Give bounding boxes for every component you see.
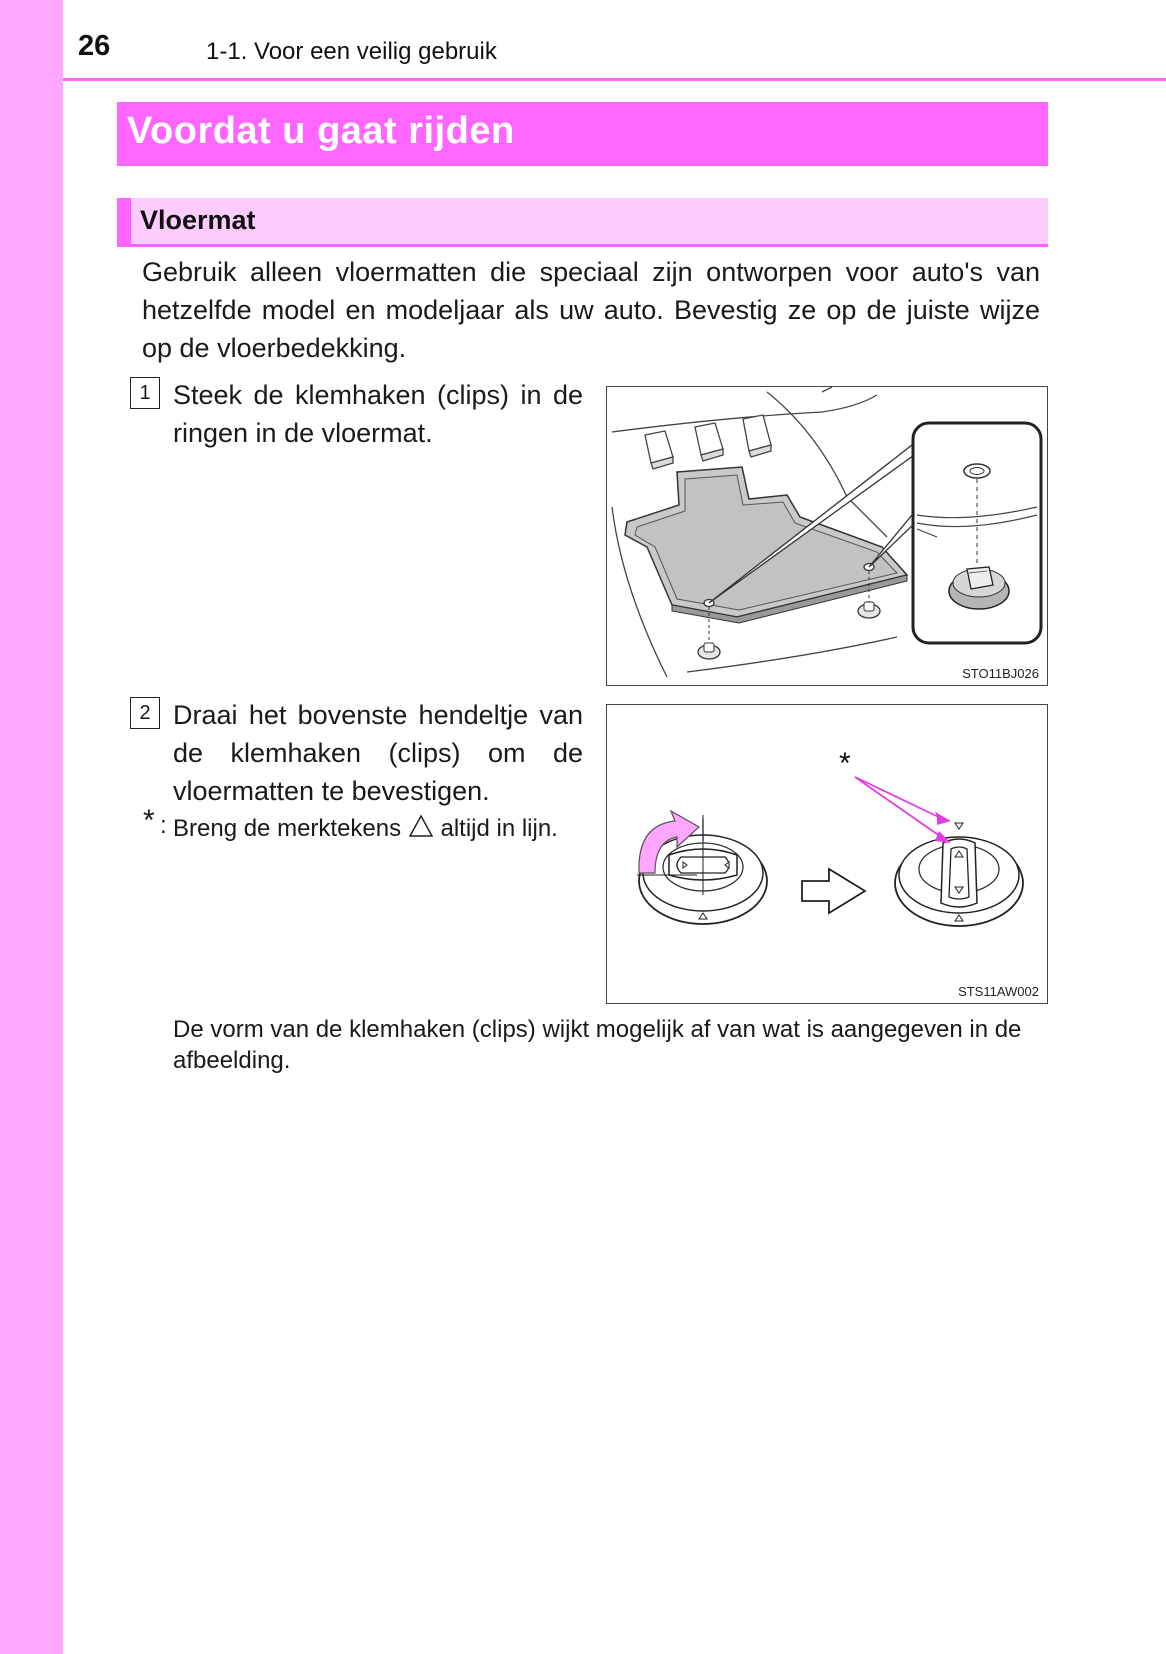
figure-2-code: STS11AW002 [958,984,1039,999]
clip-rotation-figure [606,704,1048,1004]
figure-2-star: * [839,747,851,780]
subsection-banner [117,198,1048,247]
side-bar [0,0,63,1654]
figure-1-code: STO11BJ026 [962,666,1039,681]
intro-paragraph: Gebruik alleen vloermatten die speciaal zijn ontworpen voor auto's van hetzelfde model en modeljaar als uw auto. Bevestig ze op de juiste wijze op de vloerbedekking. [142,257,1040,363]
chapter-title: Voordat u gaat rijden [127,110,515,152]
note-text-after: altijd in lijn. [433,815,558,842]
header-rule [63,78,1166,81]
note-text-before: Breng de merktekens [173,815,408,842]
chapter-banner [117,102,1048,166]
footnote: De vorm van de klemhaken (clips) wijkt mogelijk af van wat is aangegeven in de afbeelding. [173,1016,1022,1074]
note-colon: : [160,812,167,839]
step-1-text: Steek de klemhaken (clips) in de ringen in de vloermat. [173,380,583,448]
section-title: 1-1. Voor een veilig gebruik [206,38,497,65]
triangle-marker-icon [408,814,434,847]
note-star: * [143,804,155,837]
subsection-accent [117,198,131,244]
subsection-title: Vloermat [140,205,256,235]
clip-rotation-illustration [607,705,1047,1003]
step-1-number: 1 [130,377,160,409]
note-text [173,812,583,847]
floor-mat-illustration [607,387,1047,685]
page-number: 26 [78,30,111,62]
floor-mat-figure [606,386,1048,686]
step-2-number: 2 [130,697,160,729]
step-2-text: Draai het bovenste hendeltje van de klemhaken (clips) om de vloermatten te bevestigen. [173,700,583,806]
